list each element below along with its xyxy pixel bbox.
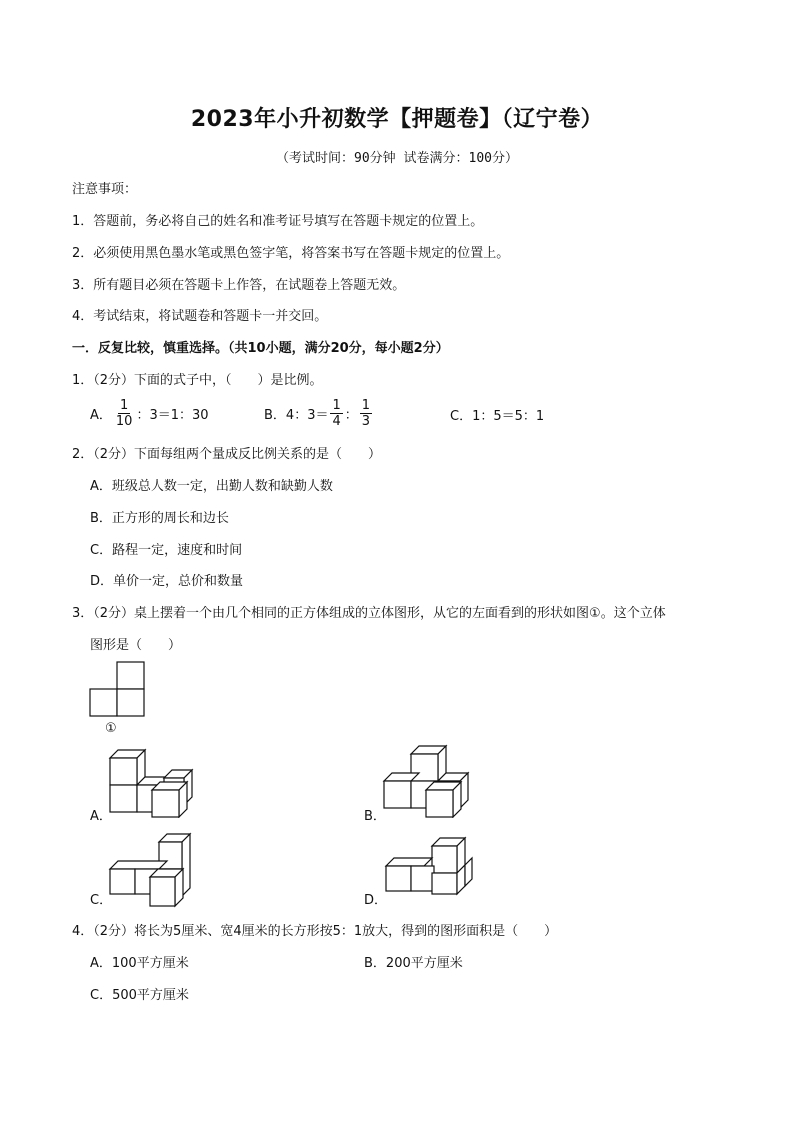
fraction xyxy=(330,398,342,429)
exam-info: （考试时间：90分钟 试卷满分：100分） xyxy=(276,151,518,166)
denominator: 4 xyxy=(332,414,341,429)
page-title: 2023年小升初数学【押题卷】（辽宁卷） xyxy=(190,107,604,132)
note-item-3: 3．所有题目必须在答题卡上作答，在试题卷上答题无效。 xyxy=(72,278,406,293)
question-2-option-a: A．班级总人数一定，出勤人数和缺勤人数 xyxy=(90,479,333,494)
question-3-stem-line-2: 图形是（ ） xyxy=(90,638,182,653)
question-1-stem: 1．（2分）下面的式子中，（ ）是比例。 xyxy=(72,373,323,388)
question-2-stem: 2．（2分）下面每组两个量成反比例关系的是（ ） xyxy=(72,447,382,462)
fraction xyxy=(360,398,372,429)
question-4-option-c: C．500平方厘米 xyxy=(90,988,189,1003)
question-4-option-a: A．100平方厘米 xyxy=(90,956,189,971)
option-d-solid-figure xyxy=(384,836,476,898)
question-2-option-b: B．正方形的周长和边长 xyxy=(90,511,229,526)
note-item-4: 4．考试结束，将试题卷和答题卡一并交回。 xyxy=(72,309,328,324)
question-3-option-b-label: B． xyxy=(364,809,386,824)
numerator: 1 xyxy=(361,398,371,413)
notes-heading: 注意事项： xyxy=(72,182,138,197)
left-view-figure xyxy=(88,660,150,720)
denominator: 10 xyxy=(115,414,133,429)
question-1-option-a xyxy=(90,398,209,429)
option-a-solid-figure xyxy=(106,746,198,818)
numerator: 1 xyxy=(332,398,341,413)
question-3-stem-line-1: 3．（2分）桌上摆着一个由几个相同的正方体组成的立体图形，从它的左面看到的形状如图①。这个立体 xyxy=(72,606,666,621)
question-1-option-c: C．1：5＝5：1 xyxy=(450,409,545,424)
question-2-option-d: D．单价一定，总价和数量 xyxy=(90,574,244,589)
option-a-prefix: A． xyxy=(90,408,112,423)
question-4-stem: 4．（2分）将长为5厘米、宽4厘米的长方形按5：1放大，得到的图形面积是（ ） xyxy=(72,924,558,939)
question-4-option-b: B．200平方厘米 xyxy=(364,956,463,971)
option-b-prefix: B．4：3＝ xyxy=(264,408,329,423)
question-1-option-b xyxy=(264,398,374,429)
note-item-2: 2．必须使用黑色墨水笔或黑色签字笔，将答案书写在答题卡规定的位置上。 xyxy=(72,246,510,261)
fraction xyxy=(114,398,135,429)
numerator: 1 xyxy=(120,398,129,413)
option-c-solid-figure xyxy=(108,832,200,908)
question-2-option-c: C．路程一定，速度和时间 xyxy=(90,543,243,558)
question-3-option-a-label: A． xyxy=(90,809,112,824)
option-a-rest: ：3＝1：30 xyxy=(136,408,209,423)
option-b-solid-figure xyxy=(382,744,474,818)
section-heading: 一．反复比较，慎重选择。（共10小题，满分20分，每小题2分） xyxy=(72,341,449,356)
note-item-1: 1．答题前，务必将自己的姓名和准考证号填写在答题卡规定的位置上。 xyxy=(72,214,484,229)
ratio-colon: ： xyxy=(344,408,358,423)
denominator: 3 xyxy=(361,414,371,429)
figure-label: ① xyxy=(105,721,117,736)
question-3-option-d-label: D． xyxy=(364,893,388,908)
question-3-option-c-label: C． xyxy=(90,893,113,908)
